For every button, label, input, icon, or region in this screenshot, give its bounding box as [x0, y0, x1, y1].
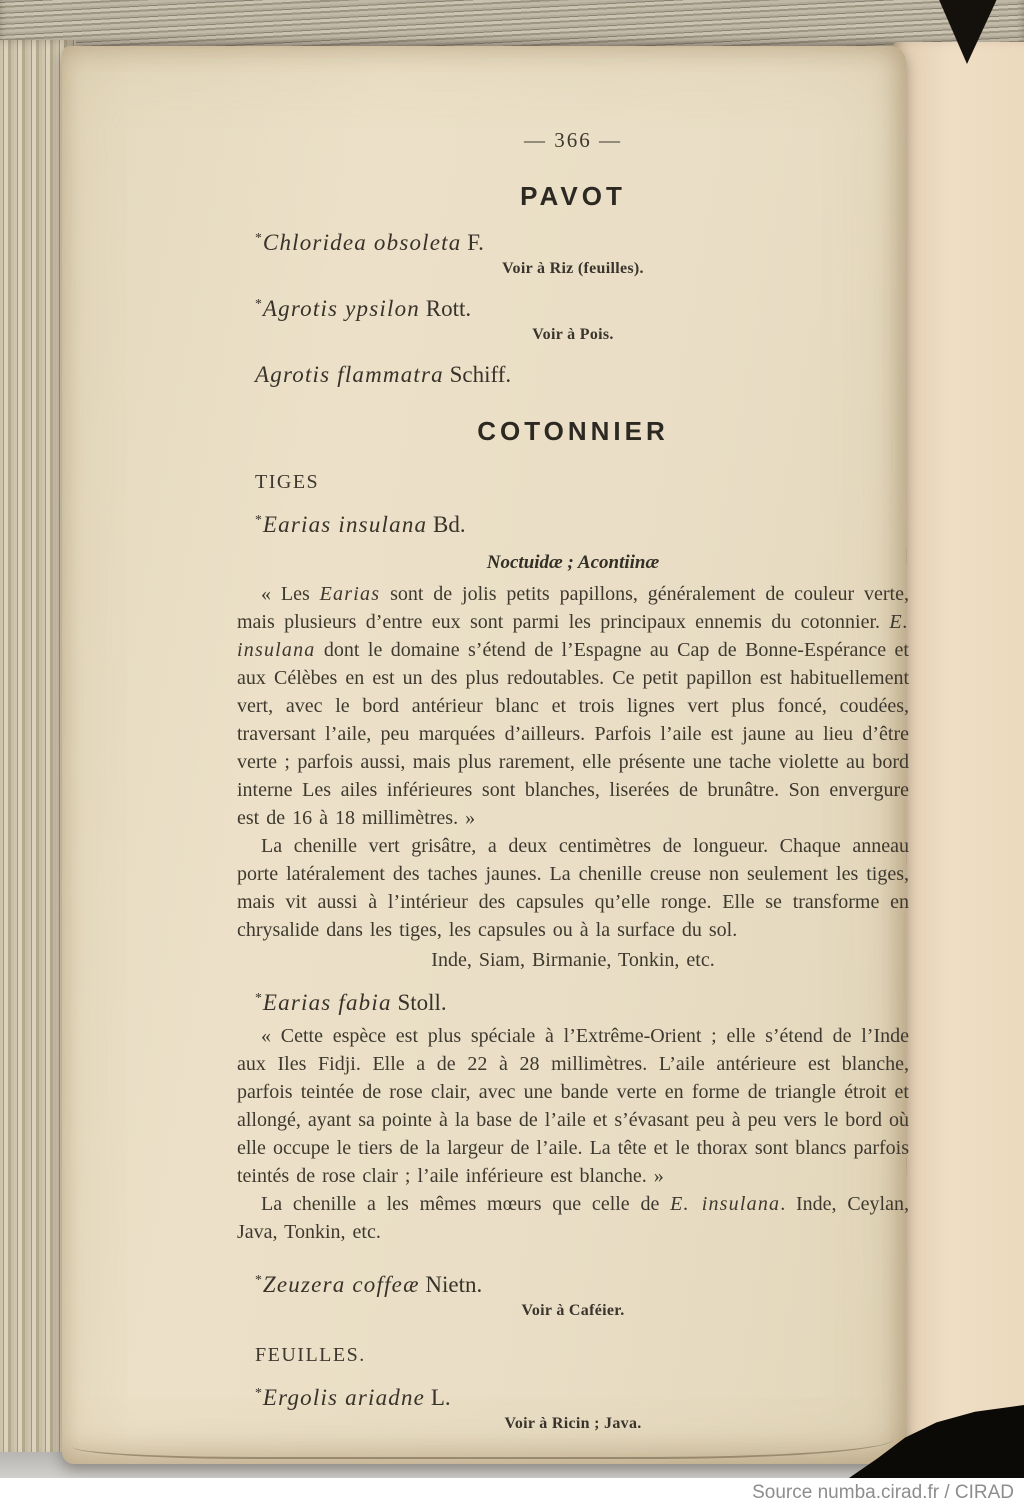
family-line: Noctuidæ ; Acontiinæ — [486, 552, 660, 573]
species-entry-agrotis-ypsilon: *Agrotis ypsilon Rott. — [255, 296, 472, 321]
page-stack-top-edge — [0, 0, 1024, 48]
species-entry-earias-insulana: *Earias insulana Bd. — [255, 512, 466, 537]
species-entry-ergolis-ariadne: *Ergolis ariadne L. — [255, 1385, 451, 1410]
page-number: — 366 — — [524, 128, 622, 152]
next-page-edge — [892, 42, 1024, 1440]
section-title-pavot: PAVOT — [520, 181, 626, 211]
source-label: Source numba.cirad.fr / CIRAD — [752, 1482, 1014, 1503]
see-reference-ricin: Voir à Ricin ; Java. — [504, 1415, 642, 1432]
see-reference-cafeier: Voir à Caféier. — [521, 1302, 625, 1319]
source-bar — [0, 1478, 1024, 1508]
section-title-cotonnier: COTONNIER — [477, 416, 669, 446]
localities-line: Inde, Siam, Birmanie, Tonkin, etc. — [431, 949, 715, 971]
paragraph-fabia-description: « Cette espèce est plus spéciale à l’Extrême-Orient ; elle s’étend de l’Inde aux Iles Fidji. Elle a de 22 à 28 millimètres. L’aile antérieure est blanche, parfois teintée de rose clair, avec une bande verte en forme de triangle étroit et allongé, ayant sa pointe à la base de l’aile et s’évasant peu à peu vers le bord où elle occupe le tiers de la largeur de l’aile. La tête et le thorax sont blancs parfois teintés de rose clair ; l’aile inférieure est blanche. » — [237, 1025, 909, 1187]
species-entry-chloridea-obsoleta: *Chloridea obsoleta F. — [255, 230, 484, 255]
paragraph-chenille-fabia: La chenille a les mêmes mœurs que celle de E. insulana. Inde, Ceylan, Java, Tonkin, etc. — [237, 1193, 909, 1243]
paragraph-chenille-insulana: La chenille vert grisâtre, a deux centimètres de longueur. Chaque anneau porte latéralement des taches jaunes. La chenille creuse non seulement les tiges, mais vit aussi à l’intérieur des capsules qu’elle ronge. Elle se transforme en chrysalide dans les tiges, les capsules ou à la surface du sol. — [237, 835, 909, 941]
species-entry-earias-fabia: *Earias fabia Stoll. — [255, 990, 447, 1015]
see-reference-pois: Voir à Pois. — [532, 326, 614, 343]
subsection-feuilles: FEUILLES. — [255, 1344, 366, 1366]
page-content — [237, 128, 909, 1433]
subsection-tiges: TIGES — [255, 471, 320, 493]
paragraph-earias-description: « Les Earias sont de jolis petits papillons, généralement de couleur verte, mais plusieurs d’entre eux sont parmi les principaux ennemis du cotonnier. E. insulana dont le domaine s’étend de l’Espagne au Cap de Bonne-Espérance et aux Célèbes en est un des plus redoutables. Ce petit papillon est habituellement vert, avec le bord antérieur blanc et trois lignes vert plus foncé, coudées, traversant l’aile, peu marquées d’ailleurs. Parfois l’aile est jaune au lieu d’être verte ; parfois aussi, mais plus rarement, elle présente une tache violette au bord interne Les ailes inférieures sont blanches, liserées de brunâtre. Son envergure est de 16 à 18 millimètres. » — [237, 583, 909, 829]
species-entry-agrotis-flammatra: Agrotis flammatra Schiff. — [255, 362, 512, 387]
see-reference-riz: Voir à Riz (feuilles). — [502, 260, 644, 277]
species-entry-zeuzera-coffeae: *Zeuzera coffeæ Nietn. — [255, 1272, 483, 1297]
